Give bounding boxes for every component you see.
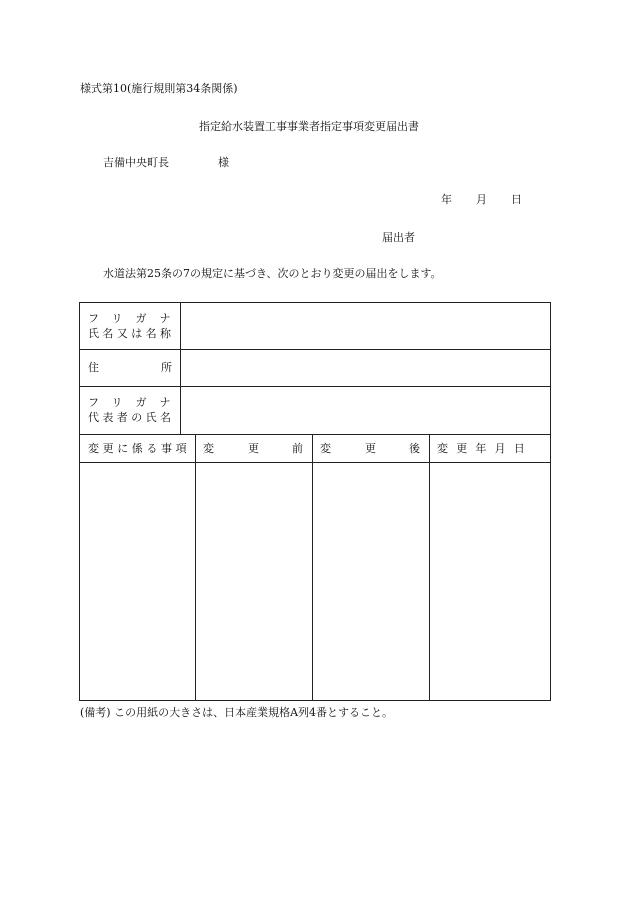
label-text: フリガナ xyxy=(88,312,184,325)
column-divider xyxy=(429,434,430,701)
date-year-label: 年 xyxy=(441,193,452,206)
table-border-top xyxy=(79,302,551,303)
column-divider xyxy=(195,434,196,701)
body-text: 水道法第25条の7の規定に基づき、次のとおり変更の届出をします。 xyxy=(103,267,442,280)
address-label-first: 住 xyxy=(88,361,99,374)
row-divider xyxy=(79,462,551,463)
table-border-right xyxy=(550,302,551,701)
addressee: 吉備中央町長 xyxy=(103,156,169,169)
notifier-label: 届出者 xyxy=(382,231,415,244)
furigana-name-label xyxy=(88,312,184,325)
name-label: 氏名又は名称 xyxy=(88,327,175,340)
document-title: 指定給水装置工事事業者指定事項変更届出書 xyxy=(199,120,419,133)
rep-name-label: 代表者の氏名 xyxy=(88,411,175,424)
column-header-item: 変更に係る事項 xyxy=(88,442,191,455)
row-divider xyxy=(79,386,551,387)
table-border-bottom xyxy=(79,700,551,701)
address-label-second: 所 xyxy=(161,361,172,374)
furigana-rep-label: フリガナ xyxy=(88,396,184,409)
form-number: 様式第10(施行規則第34条関係) xyxy=(80,82,238,95)
table-border-left xyxy=(79,302,80,701)
date-month-label: 月 xyxy=(476,193,487,206)
row-divider xyxy=(79,434,551,435)
honorific: 様 xyxy=(218,156,229,169)
row-divider xyxy=(79,349,551,350)
column-header-date: 変更年月日 xyxy=(437,442,533,455)
footnote: (備考) この用紙の大きさは、日本産業規格A列4番とすること。 xyxy=(80,706,394,719)
column-divider xyxy=(312,434,313,701)
date-day-label: 日 xyxy=(511,193,522,206)
